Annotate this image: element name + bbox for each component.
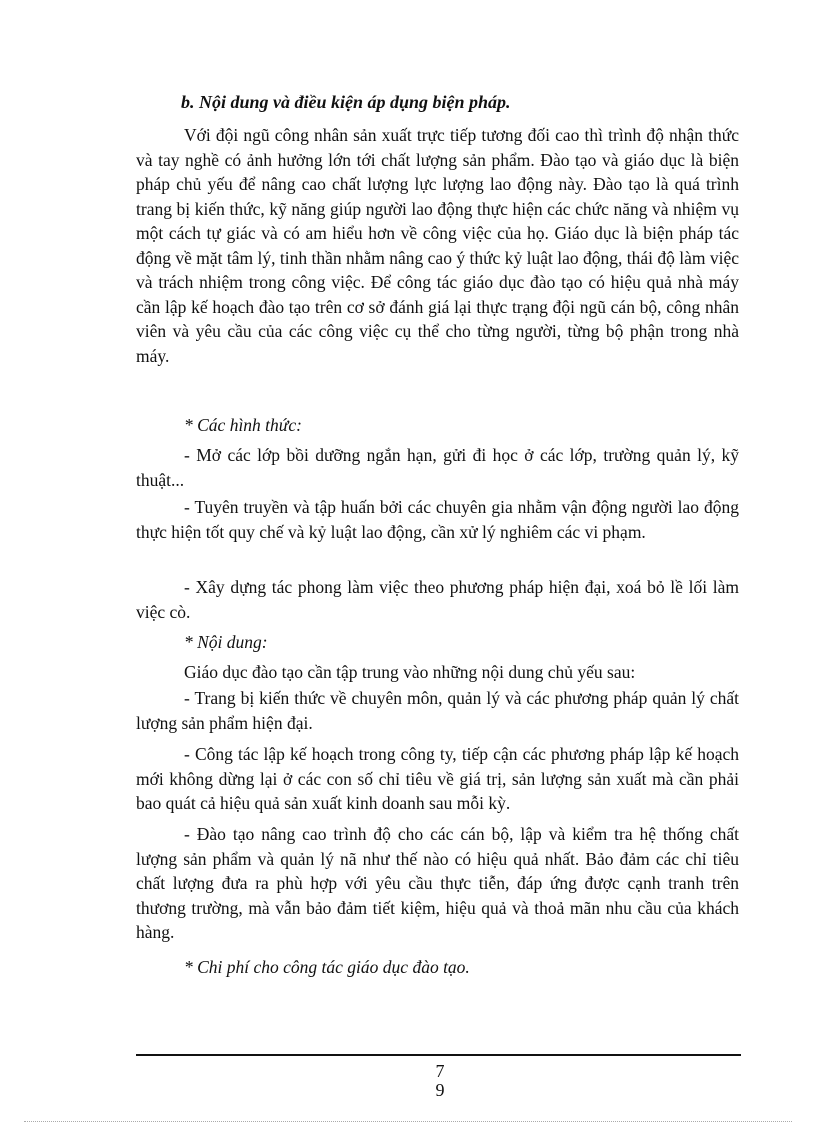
page-number-line-1: 7 — [435, 1061, 445, 1081]
paragraph-content-3: - Đào tạo nâng cao trình độ cho các cán bộ, lập và kiểm tra hệ thống chất lượng sản phẩm và quản lý nã như thế nào có hiệu quả nhất. Bảo đảm các chỉ tiêu chất lượng đưa ra phù hợp với yêu cầu thực tiễn, đáp ứng được cạnh tranh trên thương trường, mà vẫn bảo đảm tiết kiệm, hiệu quả và thoả mãn nhu cầu của khách hàng. — [136, 824, 739, 942]
paragraph-form-1: - Mở các lớp bồi dưỡng ngắn hạn, gửi đi học ở các lớp, trường quản lý, kỹ thuật... — [136, 445, 739, 490]
paragraph-cost-heading: * Chi phí cho công tác giáo dục đào tạo. — [184, 957, 470, 977]
page-bottom-edge — [24, 1121, 792, 1122]
page-number-line-2: 9 — [435, 1080, 445, 1100]
section-heading: b. Nội dung và điều kiện áp dụng biện pháp. — [181, 92, 511, 112]
paragraph-form-2: - Tuyên truyền và tập huấn bởi các chuyên gia nhằm vận động người lao động thực hiện tốt quy chế và kỷ luật lao động, cần xử lý nghiêm các vi phạm. — [136, 497, 739, 542]
paragraph-content-intro: Giáo dục đào tạo cần tập trung vào những nội dung chủ yếu sau: — [184, 662, 636, 682]
paragraph-intro: Với đội ngũ công nhân sản xuất trực tiếp tương đối cao thì trình độ nhận thức và tay nghề có ảnh hưởng lớn tới chất lượng sản phẩm. Đào tạo và giáo dục là biện pháp chủ yếu để nâng cao chất lượng lực lượng lao động này. Đào tạo là quá trình trang bị kiến thức, kỹ năng giúp người lao động thực hiện các chức năng và nhiệm vụ một cách tự giác và có am hiểu hơn về công việc của họ. Giáo dục là biện pháp tác động về mặt tâm lý, tinh thần nhằm nâng cao ý thức kỷ luật lao động, thái độ làm việc và trách nhiệm trong công việc. Để công tác giáo dục đào tạo có hiệu quả nhà máy cần lập kế hoạch đào tạo trên cơ sở đánh giá lại thực trạng đội ngũ cán bộ, công nhân viên và yêu cầu của các công việc cụ thể cho từng người, từng bộ phận trong nhà máy. — [136, 125, 739, 366]
paragraph-content-2: - Công tác lập kế hoạch trong công ty, tiếp cận các phương pháp lập kế hoạch mới không dừng lại ở các con số chỉ tiêu về giá trị, sản lượng sản xuất mà cần phải bao quát cả hiệu quả sản xuất kinh doanh sau mỗi kỳ. — [136, 744, 739, 813]
footer-rule — [136, 1054, 741, 1056]
paragraph-content-heading: * Nội dung: — [184, 632, 268, 652]
paragraph-forms-heading: * Các hình thức: — [184, 415, 302, 435]
paragraph-content-1: - Trang bị kiến thức về chuyên môn, quản lý và các phương pháp quản lý chất lượng sản phẩm hiện đại. — [136, 688, 739, 733]
paragraph-form-3: - Xây dựng tác phong làm việc theo phương pháp hiện đại, xoá bỏ lề lối làm việc cò. — [136, 577, 739, 622]
